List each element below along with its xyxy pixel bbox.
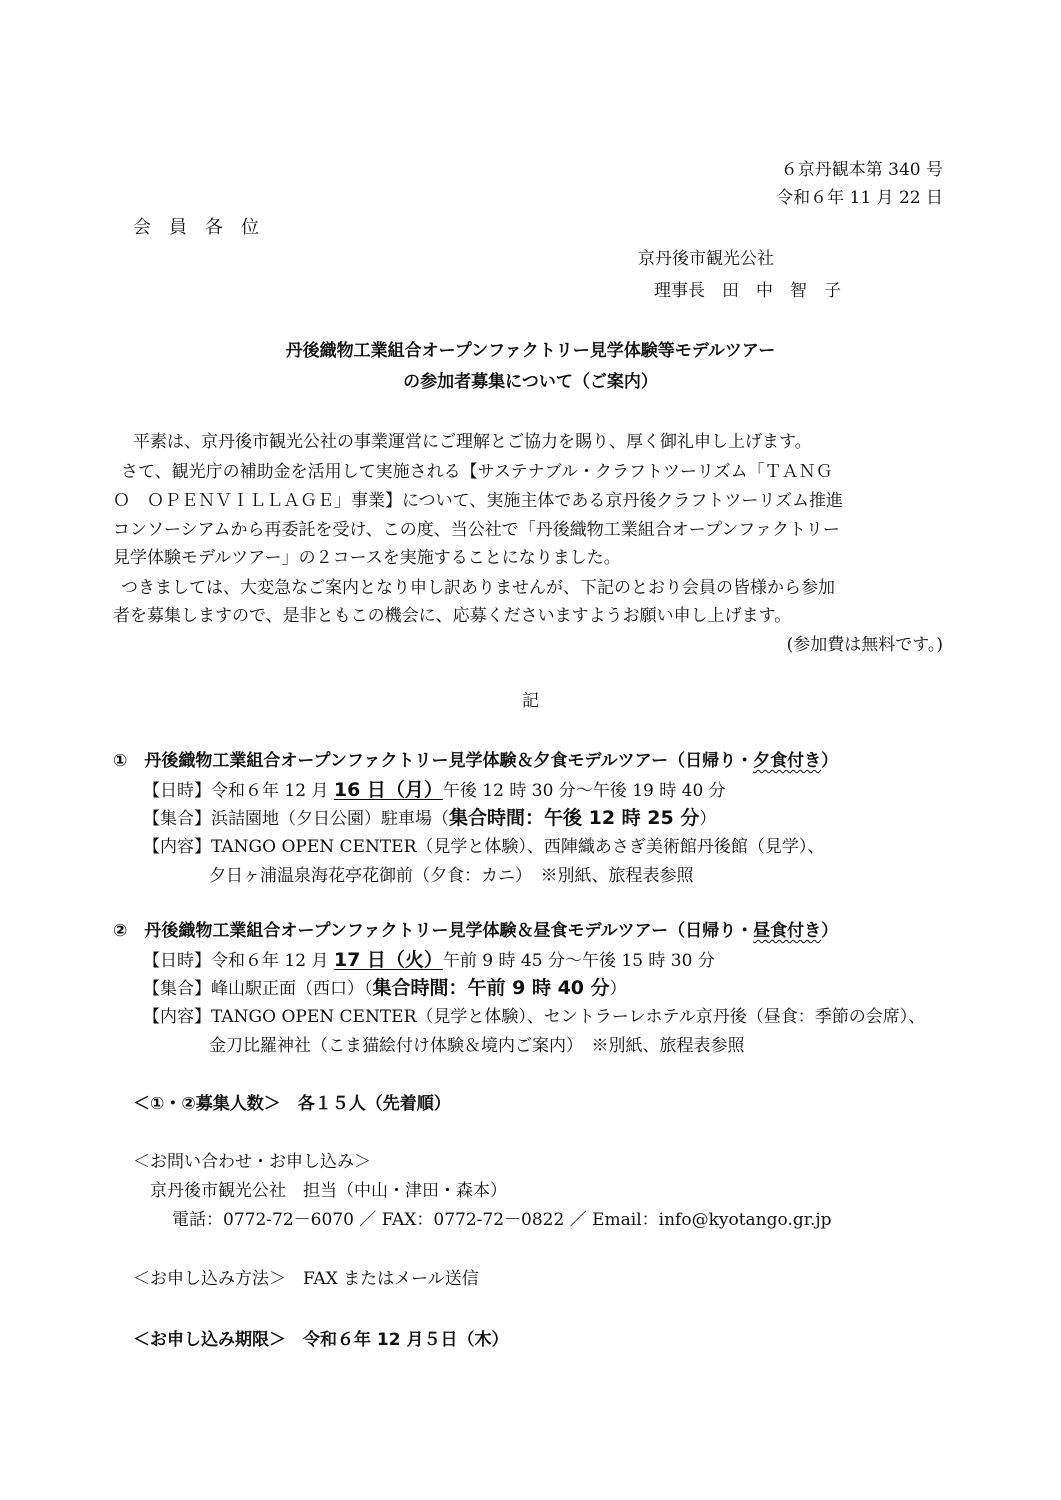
body-paragraph-2-line1: さて、観光庁の補助金を活用して実施される【サステナブル・クラフトツーリズム「ＴＡＮＧ [121,462,833,482]
sender-organization: 京丹後市観光公社 [638,249,774,269]
body-paragraph-2-line3: コンソーシアムから再委託を受け、この度、当公社で「丹後織物工業組合オープンファクトリー [113,520,840,540]
tour-2-date-label: 【日時】 [143,951,211,971]
tour-1-time: 午後 12 時 30 分～午後 19 時 40 分 [442,781,726,801]
tour-2-title-main: ② 丹後織物工業組合オープンファクトリー見学体験＆昼食モデルツアー（日帰り・ [113,921,754,941]
deadline-value: 令和６年 12 月５日（木） [303,1330,509,1350]
addressee: 会 員 各 位 [133,217,259,238]
tour-2-content-line1: TANGO OPEN CENTER（見学と体験）、セントラーレホテル京丹後（昼食：季節の会席）、 [211,1007,926,1027]
document-number: ６京丹観本第 340 号 [780,160,943,180]
tour-2-content [143,1005,925,1029]
tour-2-date-day: 17 日（火） [333,949,443,971]
tour-2-time: 午前 9 時 45 分～午後 15 時 30 分 [442,951,715,971]
capacity-label: ＜①・②募集人数＞ [133,1094,281,1114]
tour-2-content-label: 【内容】 [143,1007,211,1027]
capacity [133,1092,451,1116]
tour-2-title-close: ） [821,921,839,941]
method-label: ＜お申し込み方法＞ [133,1269,286,1289]
method-value: FAX またはメール送信 [303,1269,479,1289]
tour-1-title [113,749,838,773]
contact-label: ＜お問い合わせ・お申し込み＞ [133,1152,371,1172]
contact-organization: 京丹後市観光公社 担当（中山・津田・森本） [150,1181,507,1201]
tour-1-meet-place: 浜詰園地（夕日公園）駐車場（ [211,809,449,829]
tour-2-datetime [143,948,715,973]
deadline-label: ＜お申し込み期限＞ [133,1330,286,1350]
tour-1-title-close: ） [821,751,839,771]
tour-1-content-line2: 夕日ヶ浦温泉海花亭花御前（夕食：カニ） ※別紙、旅程表参照 [209,866,694,886]
fee-note: (参加費は無料です。) [786,635,943,655]
sender-title: 理事長 田 中 智 子 [654,281,841,301]
tour-1-content-line1: TANGO OPEN CENTER（見学と体験）、西陣織あさぎ美術館丹後館（見学）、 [211,837,825,857]
tour-1-meet-close: ） [699,809,717,829]
document-title-line1: 丹後織物工業組合オープンファクトリー見学体験等モデルツアー [285,341,776,361]
tour-1-content-label: 【内容】 [143,837,211,857]
body-paragraph-3-line2: 者を募集しますので、是非ともこの機会に、応募くださいますようお願い申し上げます。 [113,606,792,626]
tour-2-title [113,919,838,943]
tour-1-meet-label: 【集合】 [143,809,211,829]
tour-2-date-prefix: 令和６年 12 月 [211,951,334,971]
tour-2-meet-place: 峰山駅正面（西口）（ [211,979,373,999]
ki-mark: 記 [522,691,539,711]
body-paragraph-2-line4: 見学体験モデルツアー」の２コースを実施することになりました。 [113,548,621,568]
tour-1-date-prefix: 令和６年 12 月 [211,781,334,801]
body-paragraph-1: 平素は、京丹後市観光公社の事業運営にご理解とご協力を賜り、厚く御礼申し上げます。 [133,432,812,452]
tour-1-content [143,835,824,859]
tour-2-meet-close: ） [609,979,627,999]
tour-1-date-day: 16 日（月） [333,779,443,801]
tour-1-meet-time: 集合時間：午後 12 時 25 分 [449,807,700,829]
tour-2-content-line2: 金刀比羅神社（こま猫絵付け体験＆境内ご案内） ※別紙、旅程表参照 [209,1036,745,1056]
body-paragraph-2-line2: Ｏ ＯＰＥＮＶＩＬＬＡＧＥ」事業】について、実施主体である京丹後クラフトツーリズム推進 [113,491,843,511]
tour-2-meet-time: 集合時間：午前 9 時 40 分 [372,977,610,999]
tour-1-meeting [143,806,716,831]
application-method [133,1267,479,1291]
tour-2-meet-label: 【集合】 [143,979,211,999]
tour-1-date-label: 【日時】 [143,781,211,801]
document-date: 令和６年 11 月 22 日 [776,188,943,208]
application-deadline [133,1328,509,1352]
tour-2-meal-emphasis: 昼食付き [753,921,822,941]
capacity-value: 各１５人（先着順） [297,1094,451,1114]
body-paragraph-3-line1: つきましては、大変急なご案内となり申し訳ありませんが、下記のとおり会員の皆様から参加 [121,578,835,598]
tour-1-meal-emphasis: 夕食付き [753,751,822,771]
document-title-line2: の参加者募集について（ご案内） [403,372,658,392]
contact-details: 電話：0772-72－6070 ／ FAX：0772-72－0822 ／ Email：info@kyotango.gr.jp [172,1210,832,1230]
tour-2-meeting [143,976,627,1001]
tour-1-title-main: ① 丹後織物工業組合オープンファクトリー見学体験＆夕食モデルツアー（日帰り・ [113,751,754,771]
tour-1-datetime [143,778,726,803]
